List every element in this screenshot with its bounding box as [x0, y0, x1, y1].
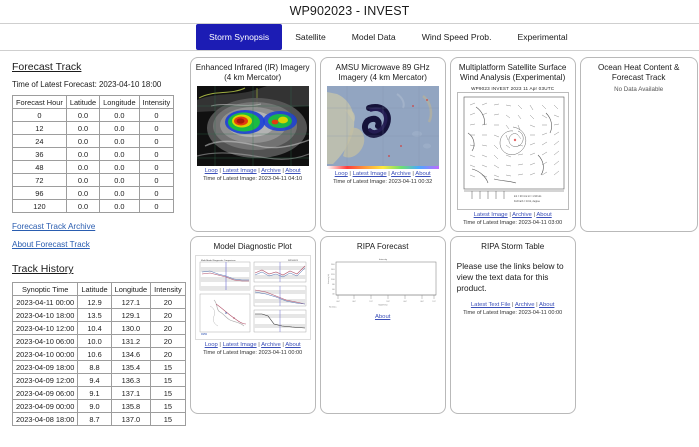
cell-lat: 10.4 — [78, 322, 111, 335]
tab-storm-synopsis[interactable]: Storm Synopsis — [196, 24, 282, 50]
svg-text:Multi-Model Diagnostic Compari: Multi-Model Diagnostic Comparison — [200, 260, 236, 263]
cell-int: 15 — [151, 400, 186, 413]
table-row — [13, 400, 186, 413]
cell-int: 20 — [151, 335, 186, 348]
amsu-color-bar — [327, 166, 439, 169]
table-row — [13, 322, 186, 335]
panel-area — [190, 57, 699, 426]
cell-lat: 0.0 — [66, 122, 99, 135]
cell-hour: 12 — [13, 122, 67, 135]
table-row — [13, 135, 174, 148]
ir-satellite-image[interactable] — [197, 86, 309, 166]
ripa-table-blurb: Please use the links below to view the text data for this product. — [456, 261, 564, 294]
tab-bar — [0, 24, 699, 50]
cell-lat: 12.9 — [78, 296, 111, 309]
cell-int: 0 — [139, 200, 174, 213]
amsu-microwave-image[interactable] — [327, 86, 439, 166]
about-forecast-track-link[interactable]: About Forecast Track — [12, 240, 90, 249]
svg-text:Full barb = 10 kt, degree: Full barb = 10 kt, degree — [513, 200, 540, 204]
cell-hour: 36 — [13, 148, 67, 161]
cell-hour: 96 — [13, 187, 67, 200]
ohc-no-data-message: No Data Available — [614, 86, 664, 94]
cell-lon: 127.1 — [111, 296, 150, 309]
forecast-track-heading: Forecast Track — [12, 61, 82, 73]
track-history-table — [12, 282, 186, 426]
ripa-table-latest-text-file-link[interactable]: Latest Text File — [470, 301, 511, 308]
amsu-link-row: Loop | Latest Image | Archive | About — [334, 171, 431, 178]
cell-lon: 0.0 — [100, 122, 139, 135]
cell-lon: 129.1 — [111, 309, 150, 322]
cell-int: 20 — [151, 309, 186, 322]
panel-title: RIPA Storm Table — [481, 242, 545, 251]
ripa-table-about-link[interactable]: About — [539, 301, 555, 308]
panel-wind-analysis — [450, 57, 576, 232]
cell-lon: 0.0 — [100, 148, 139, 161]
ir-about-link[interactable]: About — [285, 168, 301, 175]
table-row — [13, 374, 186, 387]
svg-text:40: 40 — [331, 293, 335, 296]
table-row — [13, 309, 186, 322]
cell-int: 15 — [151, 361, 186, 374]
svg-text:60: 60 — [331, 289, 335, 292]
panel-ir-imagery — [190, 57, 316, 232]
svg-text:12Z: 12Z — [432, 301, 436, 304]
col-intensity: Intensity — [151, 283, 186, 296]
amsu-archive-link[interactable]: Archive — [391, 171, 411, 178]
cell-hour: 24 — [13, 135, 67, 148]
tab-wind-speed-prob[interactable]: Wind Speed Prob. — [421, 32, 492, 42]
table-row — [13, 122, 174, 135]
cell-int: 0 — [139, 161, 174, 174]
wind-image-header: WP9023 INVEST 2023 11 Apr 03UTC — [471, 86, 555, 92]
cell-lon: 131.2 — [111, 335, 150, 348]
tab-model-data[interactable]: Model Data — [351, 32, 396, 42]
svg-text:Intensity: Intensity — [378, 259, 387, 262]
cell-int: 15 — [151, 413, 186, 426]
cell-lon: 135.4 — [111, 361, 150, 374]
cell-int: 15 — [151, 374, 186, 387]
diagnostic-timestamp: Time of Latest Image: 2023-04-11 00:00 — [203, 350, 303, 357]
panel-title: Enhanced Infrared (IR) Imagery (4 km Mercator) — [195, 63, 310, 83]
cell-lon: 0.0 — [100, 135, 139, 148]
svg-text:100: 100 — [330, 279, 335, 282]
panel-ripa-forecast — [320, 236, 446, 414]
col-synoptic-time: Synoptic Time — [13, 283, 78, 296]
cell-time: 2023-04-10 00:00 — [13, 348, 78, 361]
ripa-forecast-link-row — [375, 314, 390, 322]
table-row — [13, 187, 174, 200]
forecast-track-table — [12, 95, 174, 213]
col-longitude: Longitude — [100, 96, 139, 109]
table-row — [13, 109, 174, 122]
svg-text:140: 140 — [330, 269, 335, 272]
col-latitude: Latitude — [78, 283, 111, 296]
cell-hour: 72 — [13, 174, 67, 187]
cell-lat: 10.0 — [78, 335, 111, 348]
col-intensity: Intensity — [139, 96, 174, 109]
ripa-table-link-row: Latest Text File | Archive | About — [470, 301, 555, 308]
cell-time: 2023-04-10 06:00 — [13, 335, 78, 348]
table-row — [13, 200, 174, 213]
cell-lon: 136.3 — [111, 374, 150, 387]
ripa-table-timestamp: Time of Latest Image: 2023-04-11 00:00 — [463, 309, 563, 316]
cell-lon: 0.0 — [100, 187, 139, 200]
cell-lat: 9.0 — [78, 400, 111, 413]
cell-time: 2023-04-08 18:00 — [13, 413, 78, 426]
svg-text:00Z: 00Z — [403, 301, 407, 304]
svg-text:Intensity (kt): Intensity (kt) — [327, 273, 330, 285]
cell-time: 2023-04-09 06:00 — [13, 387, 78, 400]
track-history-heading: Track History — [12, 263, 74, 275]
table-row — [13, 361, 186, 374]
panel-title: Multiplatform Satellite Surface Wind Analysis (Experimental) — [458, 63, 567, 83]
cell-time: 2023-04-11 00:00 — [13, 296, 78, 309]
page-title: WP902023 - INVEST — [289, 4, 410, 18]
cell-lon: 137.0 — [111, 413, 150, 426]
ir-latest-image-link[interactable]: Latest Image — [222, 168, 257, 175]
cell-time: 2023-04-09 18:00 — [13, 361, 78, 374]
cell-time: 2023-04-09 12:00 — [13, 374, 78, 387]
cell-lon: 137.1 — [111, 387, 150, 400]
amsu-about-link[interactable]: About — [415, 171, 431, 178]
latest-forecast-time: Time of Latest Forecast: 2023-04-10 18:00 — [12, 80, 162, 89]
panel-model-diagnostic — [190, 236, 316, 414]
col-forecast-hour: Forecast Hour — [13, 96, 67, 109]
sidebar — [0, 57, 190, 426]
svg-text:12Z: 12Z — [369, 301, 373, 304]
amsu-latest-image-link[interactable]: Latest Image — [352, 171, 387, 178]
svg-text:06Z: 06Z — [352, 301, 356, 304]
cell-lon: 0.0 — [100, 200, 139, 213]
table-row — [13, 148, 174, 161]
table-row — [13, 161, 174, 174]
cell-lat: 0.0 — [66, 161, 99, 174]
table-row — [13, 348, 186, 361]
body-wrapper — [0, 51, 699, 426]
cell-lat: 9.4 — [78, 374, 111, 387]
cell-hour: 0 — [13, 109, 67, 122]
cell-int: 0 — [139, 174, 174, 187]
cell-lon: 135.8 — [111, 400, 150, 413]
svg-text:18Z: 18Z — [386, 301, 390, 304]
cell-int: 20 — [151, 296, 186, 309]
ripa-table-archive-link[interactable]: Archive — [514, 301, 535, 308]
col-longitude: Longitude — [111, 283, 150, 296]
panel-row-top — [190, 57, 699, 232]
amsu-timestamp: Time of Latest Image: 2023-04-11 00:32 — [333, 179, 433, 186]
ir-loop-link[interactable]: Loop — [204, 168, 218, 175]
cell-int: 0 — [139, 122, 174, 135]
wind-archive-link[interactable]: Archive — [512, 212, 532, 219]
cell-int: 0 — [139, 148, 174, 161]
cell-lat: 8.7 — [78, 413, 111, 426]
svg-text:No Data: No Data — [328, 306, 337, 309]
cell-lat: 10.6 — [78, 348, 111, 361]
cell-lat: 0.0 — [66, 187, 99, 200]
wind-latest-image-link[interactable]: Latest Image — [473, 212, 508, 219]
svg-text:120: 120 — [330, 274, 335, 277]
table-row — [13, 413, 186, 426]
amsu-loop-link[interactable]: Loop — [334, 171, 348, 178]
cell-lon: 134.6 — [111, 348, 150, 361]
panel-amsu-microwave — [320, 57, 446, 232]
cell-lat: 8.8 — [78, 361, 111, 374]
panel-title: Ocean Heat Content & Forecast Track — [597, 63, 680, 83]
cell-lon: 0.0 — [100, 174, 139, 187]
svg-text:00Z: 00Z — [336, 301, 340, 304]
panel-ripa-storm-table — [450, 236, 576, 414]
ir-link-row: Loop | Latest Image | Archive | About — [204, 168, 301, 175]
panel-ocean-heat-content — [580, 57, 698, 232]
diagnostic-link-row: Loop | Latest Image | Archive | About — [204, 342, 301, 349]
cell-lat: 13.5 — [78, 309, 111, 322]
table-row — [13, 174, 174, 187]
panel-title: AMSU Microwave 89 GHz Imagery (4 km Mercator) — [335, 63, 430, 83]
ripa-forecast-about-link[interactable]: About — [374, 314, 391, 321]
tab-satellite[interactable]: Satellite — [295, 32, 326, 42]
cell-lat: 0.0 — [66, 174, 99, 187]
wind-analysis-image[interactable] — [457, 92, 569, 210]
forecast-track-archive-link[interactable]: Forecast Track Archive — [12, 222, 96, 231]
wind-link-row: Latest Image | Archive | About — [473, 212, 552, 219]
svg-text:RMW: RMW — [200, 333, 207, 337]
cell-hour: 48 — [13, 161, 67, 174]
cell-int: 0 — [139, 187, 174, 200]
cell-time: 2023-04-10 18:00 — [13, 309, 78, 322]
panel-row-bottom — [190, 236, 699, 414]
cell-lon: 130.0 — [111, 322, 150, 335]
table-row — [13, 387, 186, 400]
panel-bottom-spacer — [580, 236, 698, 414]
cell-lat: 0.0 — [66, 109, 99, 122]
diagnostic-archive-link[interactable]: Archive — [261, 342, 281, 349]
cell-int: 0 — [139, 109, 174, 122]
panel-title: Model Diagnostic Plot — [213, 242, 292, 251]
svg-text:80: 80 — [331, 284, 335, 287]
tab-experimental[interactable]: Experimental — [517, 32, 568, 42]
ir-archive-link[interactable]: Archive — [261, 168, 281, 175]
cell-lon: 0.0 — [100, 109, 139, 122]
diagnostic-loop-link[interactable]: Loop — [204, 342, 218, 349]
cell-lat: 0.0 — [66, 148, 99, 161]
svg-text:Valid Time: Valid Time — [378, 304, 388, 307]
table-row — [13, 335, 186, 348]
table-row — [13, 296, 186, 309]
ir-timestamp: Time of Latest Image: 2023-04-11 04:10 — [203, 176, 303, 183]
cell-int: 15 — [151, 387, 186, 400]
cell-int: 20 — [151, 322, 186, 335]
cell-lat: 0.0 — [66, 135, 99, 148]
wind-timestamp: Time of Latest Image: 2023-04-11 03:00 — [463, 220, 563, 227]
table-header-row — [13, 283, 186, 296]
diagnostic-about-link[interactable]: About — [285, 342, 301, 349]
cell-time: 2023-04-10 12:00 — [13, 322, 78, 335]
panel-title: RIPA Forecast — [356, 242, 409, 251]
svg-text:160: 160 — [330, 264, 335, 267]
svg-text:WP902023: WP902023 — [287, 260, 298, 263]
col-latitude: Latitude — [66, 96, 99, 109]
cell-lon: 0.0 — [100, 161, 139, 174]
svg-text:06Z: 06Z — [420, 301, 424, 304]
cell-lat: 9.1 — [78, 387, 111, 400]
cell-lat: 0.0 — [66, 200, 99, 213]
model-diagnostic-image[interactable] — [195, 255, 311, 340]
cell-int: 0 — [139, 135, 174, 148]
cell-hour: 120 — [13, 200, 67, 213]
ripa-forecast-chart[interactable] — [326, 255, 440, 307]
cell-time: 2023-04-09 00:00 — [13, 400, 78, 413]
table-header-row — [13, 96, 174, 109]
diagnostic-latest-image-link[interactable]: Latest Image — [222, 342, 257, 349]
cell-int: 20 — [151, 348, 186, 361]
wind-about-link[interactable]: About — [536, 212, 552, 219]
svg-text:knt = 20 m/s kt = 1.94 kt/: knt = 20 m/s kt = 1.94 kt/s — [513, 195, 542, 199]
